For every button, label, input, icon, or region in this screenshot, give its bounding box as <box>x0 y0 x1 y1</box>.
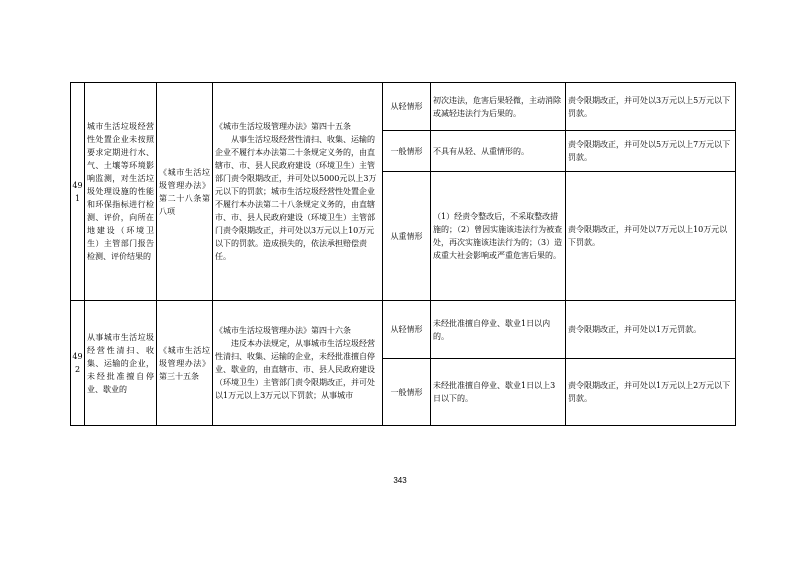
clause-title: 《城市生活垃圾管理办法》第四十六条 <box>215 326 351 335</box>
circumstance-label: 从轻情形 <box>383 301 431 359</box>
entry-number: 492 <box>71 301 85 426</box>
clause-body: 违反本办法规定，从事城市生活垃圾经营性清扫、收集、运输的企业，未经批准擅自停业、歇业的，由直辖市、市、县人民政府建设（环境卫生）主管部门责令限期改正，并可处以1万元以上3万元以下罚款；从事城市 <box>215 339 375 400</box>
table-row <box>71 83 736 131</box>
clause-body: 从事生活垃圾经营性清扫、收集、运输的企业不履行本办法第二十条规定义务的，由直辖市、市、县人民政府建设（环境卫生）主管部门责令限期改正，并可处以5000元以上3万元以下的罚款；城市生活垃圾经营性处置企业不履行本办法第二十八条规定义务的，由直辖市、市、县人民政府建设（环境卫生）主管部门责令限期改正，并可处以3万元以上10万元以下的罚款。造成损失的，依法承担赔偿责任。 <box>215 135 377 261</box>
circumstance-label: 一般情形 <box>383 131 431 172</box>
penalty-clause <box>213 301 383 426</box>
circumstance-description: 初次违法，危害后果轻微，主动消除或减轻违法行为后果的。 <box>431 83 566 131</box>
table-row <box>71 301 736 359</box>
penalty-standard: 责令限期改正，并可处以1万元罚款。 <box>566 301 736 359</box>
circumstance-label: 一般情形 <box>383 359 431 426</box>
circumstance-description: 未经批准擅自停业、歇业1日以内的。 <box>431 301 566 359</box>
clause-title: 《城市生活垃圾管理办法》第四十五条 <box>215 122 351 131</box>
circumstance-description: （1）经责令整改后，不采取整改措施的；（2）曾因实施该违法行为被查处，再次实施该违法行为的；（3）造成重大社会影响或严重危害后果的。 <box>431 172 566 301</box>
penalty-discretion-table <box>70 82 736 426</box>
circumstance-label: 从重情形 <box>383 172 431 301</box>
legal-basis: 《城市生活垃圾管理办法》第二十八条第八项 <box>157 83 213 301</box>
page-number: 343 <box>393 476 407 485</box>
penalty-standard: 责令限期改正，并可处以5万元以上7万元以下罚款。 <box>566 131 736 172</box>
penalty-standard: 责令限期改正，并可处以3万元以上5万元以下罚款。 <box>566 83 736 131</box>
penalty-clause <box>213 83 383 301</box>
penalty-standard: 责令限期改正，并可处以1万元以上2万元以下罚款。 <box>566 359 736 426</box>
legal-basis: 《城市生活垃圾管理办法》第三十五条 <box>157 301 213 426</box>
violation-subject: 城市生活垃圾经营性处置企业未按照要求定期进行水、气、土壤等环境影响监测，对生活垃圾处理设施的性能和环保指标进行检测、评价，向所在地建设（环境卫生）主管部门报告检测、评价结果的 <box>85 83 157 301</box>
violation-subject: 从事城市生活垃圾经营性清扫、收集、运输的企业，未经批准擅自停业、歇业的 <box>85 301 157 426</box>
circumstance-description: 不具有从轻、从重情形的。 <box>431 131 566 172</box>
entry-number: 491 <box>71 83 85 301</box>
circumstance-label: 从轻情形 <box>383 83 431 131</box>
penalty-standard: 责令限期改正，并可处以7万元以上10万元以下罚款。 <box>566 172 736 301</box>
circumstance-description: 未经批准擅自停业、歇业1日以上3日以下的。 <box>431 359 566 426</box>
